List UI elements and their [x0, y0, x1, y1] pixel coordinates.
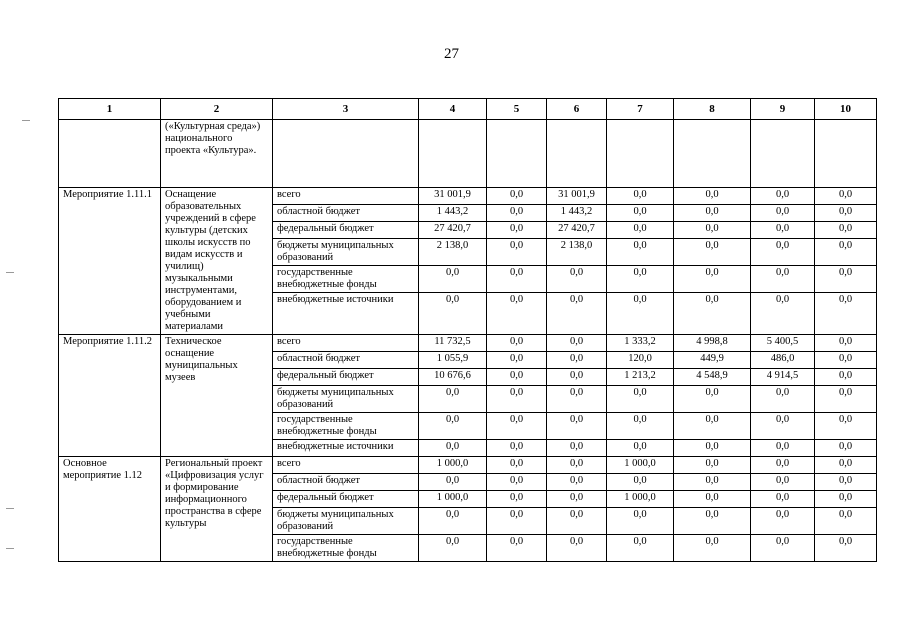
amount-cell: 0,0 [487, 293, 547, 335]
amount-cell: 1 000,0 [607, 491, 674, 508]
amount-cell: 0,0 [607, 440, 674, 457]
funding-source-cell: областной бюджет [273, 474, 419, 491]
amount-cell: 0,0 [547, 508, 607, 535]
amount-cell: 0,0 [674, 205, 751, 222]
amount-cell: 1 443,2 [547, 205, 607, 222]
activity-code-cell: Мероприятие 1.11.2 [59, 335, 161, 457]
margin-mark [6, 272, 14, 273]
amount-cell: 0,0 [751, 440, 815, 457]
amount-cell: 0,0 [419, 508, 487, 535]
funding-source-cell: федеральный бюджет [273, 491, 419, 508]
amount-cell [674, 120, 751, 188]
amount-cell: 0,0 [815, 266, 877, 293]
amount-cell: 10 676,6 [419, 369, 487, 386]
amount-cell: 0,0 [547, 535, 607, 562]
amount-cell: 0,0 [815, 440, 877, 457]
amount-cell: 0,0 [815, 352, 877, 369]
table-row [59, 335, 877, 352]
budget-table [58, 98, 877, 562]
amount-cell: 1 333,2 [607, 335, 674, 352]
funding-source-cell [273, 120, 419, 188]
amount-cell: 0,0 [674, 293, 751, 335]
funding-source-cell: федеральный бюджет [273, 369, 419, 386]
activity-name-cell: Техническое оснащение муниципальных музеев [161, 335, 273, 457]
amount-cell: 0,0 [547, 293, 607, 335]
funding-source-cell: областной бюджет [273, 205, 419, 222]
amount-cell: 0,0 [674, 222, 751, 239]
amount-cell: 0,0 [607, 188, 674, 205]
amount-cell: 449,9 [674, 352, 751, 369]
amount-cell: 0,0 [674, 474, 751, 491]
amount-cell: 0,0 [815, 335, 877, 352]
table-body [59, 120, 877, 562]
amount-cell: 0,0 [419, 266, 487, 293]
amount-cell: 0,0 [607, 222, 674, 239]
amount-cell: 0,0 [751, 413, 815, 440]
amount-cell: 0,0 [751, 474, 815, 491]
amount-cell: 0,0 [547, 474, 607, 491]
amount-cell: 0,0 [751, 386, 815, 413]
amount-cell: 4 548,9 [674, 369, 751, 386]
amount-cell: 0,0 [547, 352, 607, 369]
amount-cell: 0,0 [751, 222, 815, 239]
amount-cell: 0,0 [674, 266, 751, 293]
activity-code-cell: Основное мероприятие 1.12 [59, 457, 161, 562]
activity-code-cell [59, 120, 161, 188]
amount-cell: 486,0 [751, 352, 815, 369]
amount-cell: 0,0 [815, 413, 877, 440]
amount-cell: 1 000,0 [419, 457, 487, 474]
margin-mark [6, 548, 14, 549]
amount-cell: 0,0 [487, 474, 547, 491]
amount-cell: 0,0 [815, 239, 877, 266]
amount-cell: 2 138,0 [547, 239, 607, 266]
amount-cell [419, 120, 487, 188]
margin-mark [6, 508, 14, 509]
amount-cell: 0,0 [815, 457, 877, 474]
funding-source-cell: всего [273, 457, 419, 474]
amount-cell: 0,0 [815, 222, 877, 239]
amount-cell [607, 120, 674, 188]
amount-cell [751, 120, 815, 188]
column-header: 2 [161, 99, 273, 120]
activity-code-cell: Мероприятие 1.11.1 [59, 188, 161, 335]
column-header: 1 [59, 99, 161, 120]
amount-cell: 27 420,7 [547, 222, 607, 239]
amount-cell: 1 000,0 [419, 491, 487, 508]
amount-cell: 0,0 [547, 369, 607, 386]
amount-cell: 0,0 [674, 440, 751, 457]
amount-cell: 0,0 [815, 205, 877, 222]
amount-cell: 5 400,5 [751, 335, 815, 352]
amount-cell: 0,0 [674, 491, 751, 508]
funding-source-cell: бюджеты муниципальных образований [273, 386, 419, 413]
amount-cell: 0,0 [815, 535, 877, 562]
header-row [59, 99, 877, 120]
amount-cell: 0,0 [607, 474, 674, 491]
amount-cell: 0,0 [487, 440, 547, 457]
amount-cell: 0,0 [815, 386, 877, 413]
amount-cell: 0,0 [419, 386, 487, 413]
amount-cell: 0,0 [607, 266, 674, 293]
funding-source-cell: федеральный бюджет [273, 222, 419, 239]
amount-cell: 1 443,2 [419, 205, 487, 222]
amount-cell: 0,0 [674, 239, 751, 266]
amount-cell: 0,0 [487, 369, 547, 386]
page-number: 27 [444, 46, 459, 62]
amount-cell: 0,0 [419, 440, 487, 457]
amount-cell: 0,0 [674, 413, 751, 440]
funding-source-cell: государственные внебюджетные фонды [273, 535, 419, 562]
amount-cell: 0,0 [487, 413, 547, 440]
column-header: 6 [547, 99, 607, 120]
amount-cell: 0,0 [547, 266, 607, 293]
funding-source-cell: внебюджетные источники [273, 440, 419, 457]
amount-cell: 2 138,0 [419, 239, 487, 266]
amount-cell: 0,0 [674, 386, 751, 413]
amount-cell: 0,0 [487, 508, 547, 535]
amount-cell: 120,0 [607, 352, 674, 369]
amount-cell: 0,0 [607, 535, 674, 562]
column-header: 7 [607, 99, 674, 120]
column-header: 5 [487, 99, 547, 120]
amount-cell: 0,0 [815, 474, 877, 491]
amount-cell: 0,0 [751, 188, 815, 205]
amount-cell: 0,0 [607, 205, 674, 222]
amount-cell: 1 000,0 [607, 457, 674, 474]
amount-cell: 0,0 [607, 508, 674, 535]
amount-cell: 0,0 [815, 369, 877, 386]
amount-cell: 1 055,9 [419, 352, 487, 369]
funding-source-cell: бюджеты муниципальных образований [273, 239, 419, 266]
column-header: 3 [273, 99, 419, 120]
amount-cell: 0,0 [674, 188, 751, 205]
amount-cell: 0,0 [607, 413, 674, 440]
amount-cell: 0,0 [487, 205, 547, 222]
amount-cell: 0,0 [487, 222, 547, 239]
amount-cell: 0,0 [547, 457, 607, 474]
amount-cell: 0,0 [751, 266, 815, 293]
amount-cell: 0,0 [674, 508, 751, 535]
amount-cell: 0,0 [487, 352, 547, 369]
amount-cell: 31 001,9 [419, 188, 487, 205]
column-header: 10 [815, 99, 877, 120]
amount-cell: 0,0 [547, 440, 607, 457]
funding-source-cell: внебюджетные источники [273, 293, 419, 335]
amount-cell: 0,0 [419, 535, 487, 562]
amount-cell [547, 120, 607, 188]
column-header: 4 [419, 99, 487, 120]
activity-name-cell: Оснащение образовательных учреждений в сфере культуры (детских школы искусств по видам искусств и училищ) музыкальными инструментами, оборудованием и учебными материалами [161, 188, 273, 335]
table-row [59, 457, 877, 474]
amount-cell: 0,0 [607, 239, 674, 266]
amount-cell: 31 001,9 [547, 188, 607, 205]
amount-cell: 0,0 [751, 457, 815, 474]
table-row [59, 120, 877, 188]
column-header: 8 [674, 99, 751, 120]
amount-cell: 0,0 [547, 413, 607, 440]
amount-cell: 0,0 [751, 491, 815, 508]
amount-cell: 0,0 [419, 413, 487, 440]
amount-cell: 0,0 [419, 474, 487, 491]
amount-cell: 0,0 [607, 293, 674, 335]
funding-source-cell: областной бюджет [273, 352, 419, 369]
amount-cell: 0,0 [815, 293, 877, 335]
amount-cell: 0,0 [487, 386, 547, 413]
amount-cell [815, 120, 877, 188]
amount-cell: 11 732,5 [419, 335, 487, 352]
amount-cell: 0,0 [751, 508, 815, 535]
amount-cell: 0,0 [751, 293, 815, 335]
column-header: 9 [751, 99, 815, 120]
amount-cell: 4 998,8 [674, 335, 751, 352]
amount-cell: 0,0 [487, 188, 547, 205]
funding-source-cell: всего [273, 188, 419, 205]
amount-cell: 27 420,7 [419, 222, 487, 239]
amount-cell: 0,0 [487, 266, 547, 293]
amount-cell: 0,0 [487, 491, 547, 508]
amount-cell: 0,0 [815, 508, 877, 535]
amount-cell: 4 914,5 [751, 369, 815, 386]
funding-source-cell: государственные внебюджетные фонды [273, 413, 419, 440]
margin-mark [22, 120, 30, 121]
funding-source-cell: всего [273, 335, 419, 352]
table-row [59, 188, 877, 205]
amount-cell: 0,0 [607, 386, 674, 413]
amount-cell: 0,0 [751, 205, 815, 222]
amount-cell: 0,0 [815, 491, 877, 508]
amount-cell [487, 120, 547, 188]
amount-cell: 0,0 [751, 535, 815, 562]
amount-cell: 0,0 [547, 386, 607, 413]
amount-cell: 0,0 [674, 457, 751, 474]
amount-cell: 0,0 [815, 188, 877, 205]
amount-cell: 0,0 [547, 335, 607, 352]
amount-cell: 0,0 [487, 335, 547, 352]
amount-cell: 0,0 [487, 535, 547, 562]
amount-cell: 0,0 [674, 535, 751, 562]
amount-cell: 0,0 [487, 239, 547, 266]
amount-cell: 0,0 [751, 239, 815, 266]
amount-cell: 0,0 [419, 293, 487, 335]
funding-source-cell: государственные внебюджетные фонды [273, 266, 419, 293]
amount-cell: 0,0 [547, 491, 607, 508]
amount-cell: 0,0 [487, 457, 547, 474]
amount-cell: 1 213,2 [607, 369, 674, 386]
activity-name-cell: Региональный проект «Цифровизация услуг и формирование информационного пространства в сфере культуры [161, 457, 273, 562]
activity-name-cell: («Культурная среда») национального проекта «Культура». [161, 120, 273, 188]
funding-source-cell: бюджеты муниципальных образований [273, 508, 419, 535]
